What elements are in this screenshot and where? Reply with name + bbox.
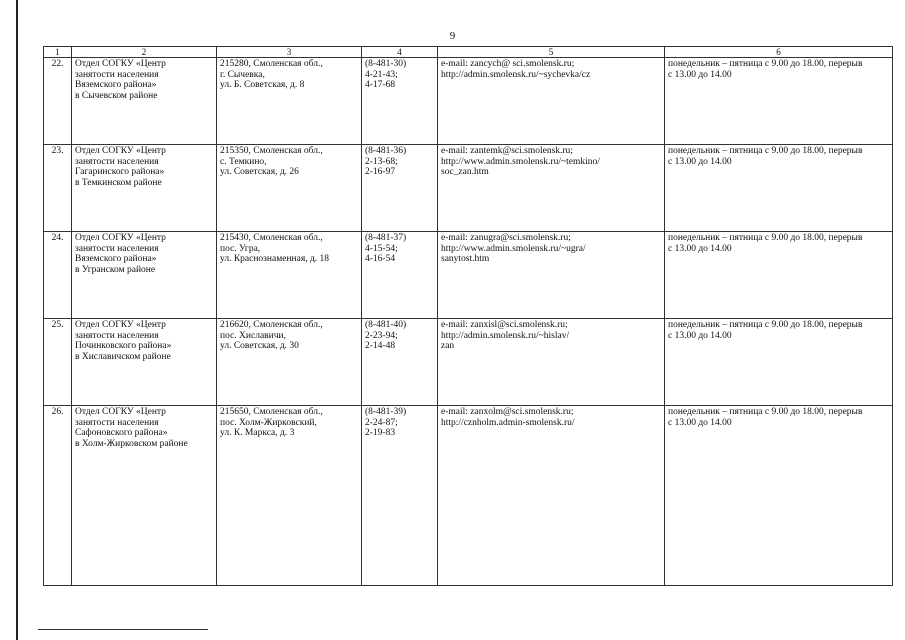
organization-line: в Холм-Жирковском районе bbox=[75, 438, 188, 449]
address-line: 215430, Смоленская обл., bbox=[220, 233, 323, 243]
column-number-3: 3 bbox=[217, 47, 362, 58]
page-number: 9 bbox=[449, 30, 456, 42]
address-line: пос. Хиславичи, bbox=[220, 330, 286, 341]
phone-cell bbox=[362, 145, 438, 232]
table-row bbox=[44, 232, 893, 319]
column-number-4: 4 bbox=[362, 47, 438, 58]
employment-centers-table bbox=[43, 46, 893, 586]
schedule-line: понедельник – пятница с 9.00 до 18.00, перерыв bbox=[668, 320, 863, 330]
email-line: e-mail: zancych@ sci.smolensk.ru; bbox=[441, 59, 575, 69]
table-row bbox=[44, 58, 893, 145]
phone-line: 2-19-83 bbox=[365, 428, 396, 438]
organization-line: Вяземского района» bbox=[75, 80, 157, 90]
table-row bbox=[44, 145, 893, 232]
organization-cell bbox=[72, 406, 217, 586]
email-line: e-mail: zantemk@sci.smolensk.ru; bbox=[441, 146, 573, 156]
phone-line: (8-481-30) bbox=[365, 59, 407, 69]
organization-line: занятости населения bbox=[75, 243, 159, 254]
phone-line: (8-481-37) bbox=[365, 233, 407, 243]
phone-line: 2-13-68; bbox=[365, 156, 398, 167]
address-cell bbox=[217, 232, 362, 319]
website-line: zan bbox=[441, 341, 455, 351]
organization-line: занятости населения bbox=[75, 69, 159, 80]
email-line: e-mail: zanxolm@sci.smolensk.ru; bbox=[441, 407, 574, 417]
organization-line: занятости населения bbox=[75, 156, 159, 167]
address-cell bbox=[217, 58, 362, 145]
table-row bbox=[44, 319, 893, 406]
schedule-line: понедельник – пятница с 9.00 до 18.00, перерыв bbox=[668, 59, 863, 69]
organization-cell bbox=[72, 232, 217, 319]
address-line: ул. Краснознаменная, д. 18 bbox=[220, 254, 330, 264]
address-cell bbox=[217, 406, 362, 586]
address-line: с. Темкино, bbox=[220, 156, 267, 167]
schedule-line: с 13.00 до 14.00 bbox=[668, 69, 732, 80]
address-line: ул. К. Маркса, д. 3 bbox=[220, 428, 295, 438]
phone-line: 4-16-54 bbox=[365, 254, 396, 264]
footnote-separator bbox=[38, 629, 208, 630]
column-number-5: 5 bbox=[438, 47, 665, 58]
schedule-cell bbox=[665, 406, 893, 586]
organization-line: Починковского района» bbox=[75, 341, 172, 351]
table-row bbox=[44, 406, 893, 586]
organization-line: в Хиславичском районе bbox=[75, 351, 171, 362]
organization-line: Вяземского района» bbox=[75, 254, 157, 264]
organization-line: в Темкинском районе bbox=[75, 177, 162, 188]
phone-line: (8-481-36) bbox=[365, 146, 407, 156]
email-line: e-mail: zanugra@sci.smolensk.ru; bbox=[441, 233, 571, 243]
address-line: 215650, Смоленская обл., bbox=[220, 407, 323, 417]
phone-cell bbox=[362, 58, 438, 145]
schedule-cell bbox=[665, 319, 893, 406]
address-line: 215350, Смоленская обл., bbox=[220, 146, 323, 156]
organization-line: Отдел СОГКУ «Центр bbox=[75, 146, 166, 156]
organization-cell bbox=[72, 145, 217, 232]
contacts-cell bbox=[438, 58, 665, 145]
contacts-cell bbox=[438, 406, 665, 586]
address-line: пос. Холм-Жирковский, bbox=[220, 417, 317, 428]
row-number: 26. bbox=[44, 406, 72, 586]
address-cell bbox=[217, 145, 362, 232]
organization-line: занятости населения bbox=[75, 417, 159, 428]
organization-cell bbox=[72, 319, 217, 406]
address-line: ул. Советская, д. 26 bbox=[220, 167, 299, 177]
email-line: e-mail: zanxisl@sci.smolensk.ru; bbox=[441, 320, 568, 330]
phone-cell bbox=[362, 406, 438, 586]
organization-line: Отдел СОГКУ «Центр bbox=[75, 59, 166, 69]
schedule-cell bbox=[665, 232, 893, 319]
address-line: 215280, Смоленская обл., bbox=[220, 59, 323, 69]
phone-line: 4-21-43; bbox=[365, 69, 398, 80]
phone-line: 4-17-68 bbox=[365, 80, 396, 90]
row-number: 24. bbox=[44, 232, 72, 319]
column-number-2: 2 bbox=[72, 47, 217, 58]
contacts-cell bbox=[438, 145, 665, 232]
phone-line: 4-15-54; bbox=[365, 243, 398, 254]
phone-line: 2-16-97 bbox=[365, 167, 396, 177]
schedule-line: с 13.00 до 14.00 bbox=[668, 156, 732, 167]
website-line: http://admin.smolensk.ru/~sychevka/cz bbox=[441, 69, 591, 80]
column-number-1: 1 bbox=[44, 47, 72, 58]
row-number: 25. bbox=[44, 319, 72, 406]
phone-line: 2-24-87; bbox=[365, 417, 398, 428]
organization-line: в Сычевском районе bbox=[75, 90, 158, 101]
phone-cell bbox=[362, 232, 438, 319]
column-number-6: 6 bbox=[665, 47, 893, 58]
address-line: пос. Угра, bbox=[220, 243, 261, 254]
phone-line: 2-23-94; bbox=[365, 330, 398, 341]
website-line: http://www.admin.smolensk.ru/~ugra/ bbox=[441, 243, 586, 254]
address-line: 216620, Смоленская обл., bbox=[220, 320, 323, 330]
address-line: г. Сычевка, bbox=[220, 69, 265, 80]
website-line: http://cznholm.admin-smolensk.ru/ bbox=[441, 417, 575, 428]
phone-line: (8-481-40) bbox=[365, 320, 407, 330]
contacts-cell bbox=[438, 319, 665, 406]
organization-line: занятости населения bbox=[75, 330, 159, 341]
website-line: http://admin.smolensk.ru/~hislav/ bbox=[441, 330, 570, 341]
organization-line: Сафоновского района» bbox=[75, 428, 168, 438]
organization-line: Гагаринского района» bbox=[75, 167, 165, 177]
address-cell bbox=[217, 319, 362, 406]
schedule-line: с 13.00 до 14.00 bbox=[668, 243, 732, 254]
organization-cell bbox=[72, 58, 217, 145]
row-number: 23. bbox=[44, 145, 72, 232]
organization-line: Отдел СОГКУ «Центр bbox=[75, 407, 166, 417]
organization-line: Отдел СОГКУ «Центр bbox=[75, 320, 166, 330]
phone-line: (8-481-39) bbox=[365, 407, 407, 417]
address-line: ул. Б. Советская, д. 8 bbox=[220, 80, 305, 90]
phone-line: 2-14-48 bbox=[365, 341, 396, 351]
website-line: sanytost.htm bbox=[441, 254, 490, 264]
schedule-line: понедельник – пятница с 9.00 до 18.00, перерыв bbox=[668, 407, 863, 417]
schedule-cell bbox=[665, 145, 893, 232]
organization-line: Отдел СОГКУ «Центр bbox=[75, 233, 166, 243]
contacts-cell bbox=[438, 232, 665, 319]
schedule-line: с 13.00 до 14.00 bbox=[668, 330, 732, 341]
schedule-line: понедельник – пятница с 9.00 до 18.00, перерыв bbox=[668, 146, 863, 156]
website-line: soc_zan.htm bbox=[441, 167, 489, 177]
website-line: http://www.admin.smolensk.ru/~temkino/ bbox=[441, 156, 600, 167]
column-numbers-row bbox=[44, 47, 893, 58]
left-margin-rule bbox=[16, 0, 18, 640]
schedule-line: понедельник – пятница с 9.00 до 18.00, перерыв bbox=[668, 233, 863, 243]
phone-cell bbox=[362, 319, 438, 406]
schedule-cell bbox=[665, 58, 893, 145]
organization-line: в Угранском районе bbox=[75, 264, 156, 275]
row-number: 22. bbox=[44, 58, 72, 145]
schedule-line: с 13.00 до 14.00 bbox=[668, 417, 732, 428]
address-line: ул. Советская, д. 30 bbox=[220, 341, 299, 351]
